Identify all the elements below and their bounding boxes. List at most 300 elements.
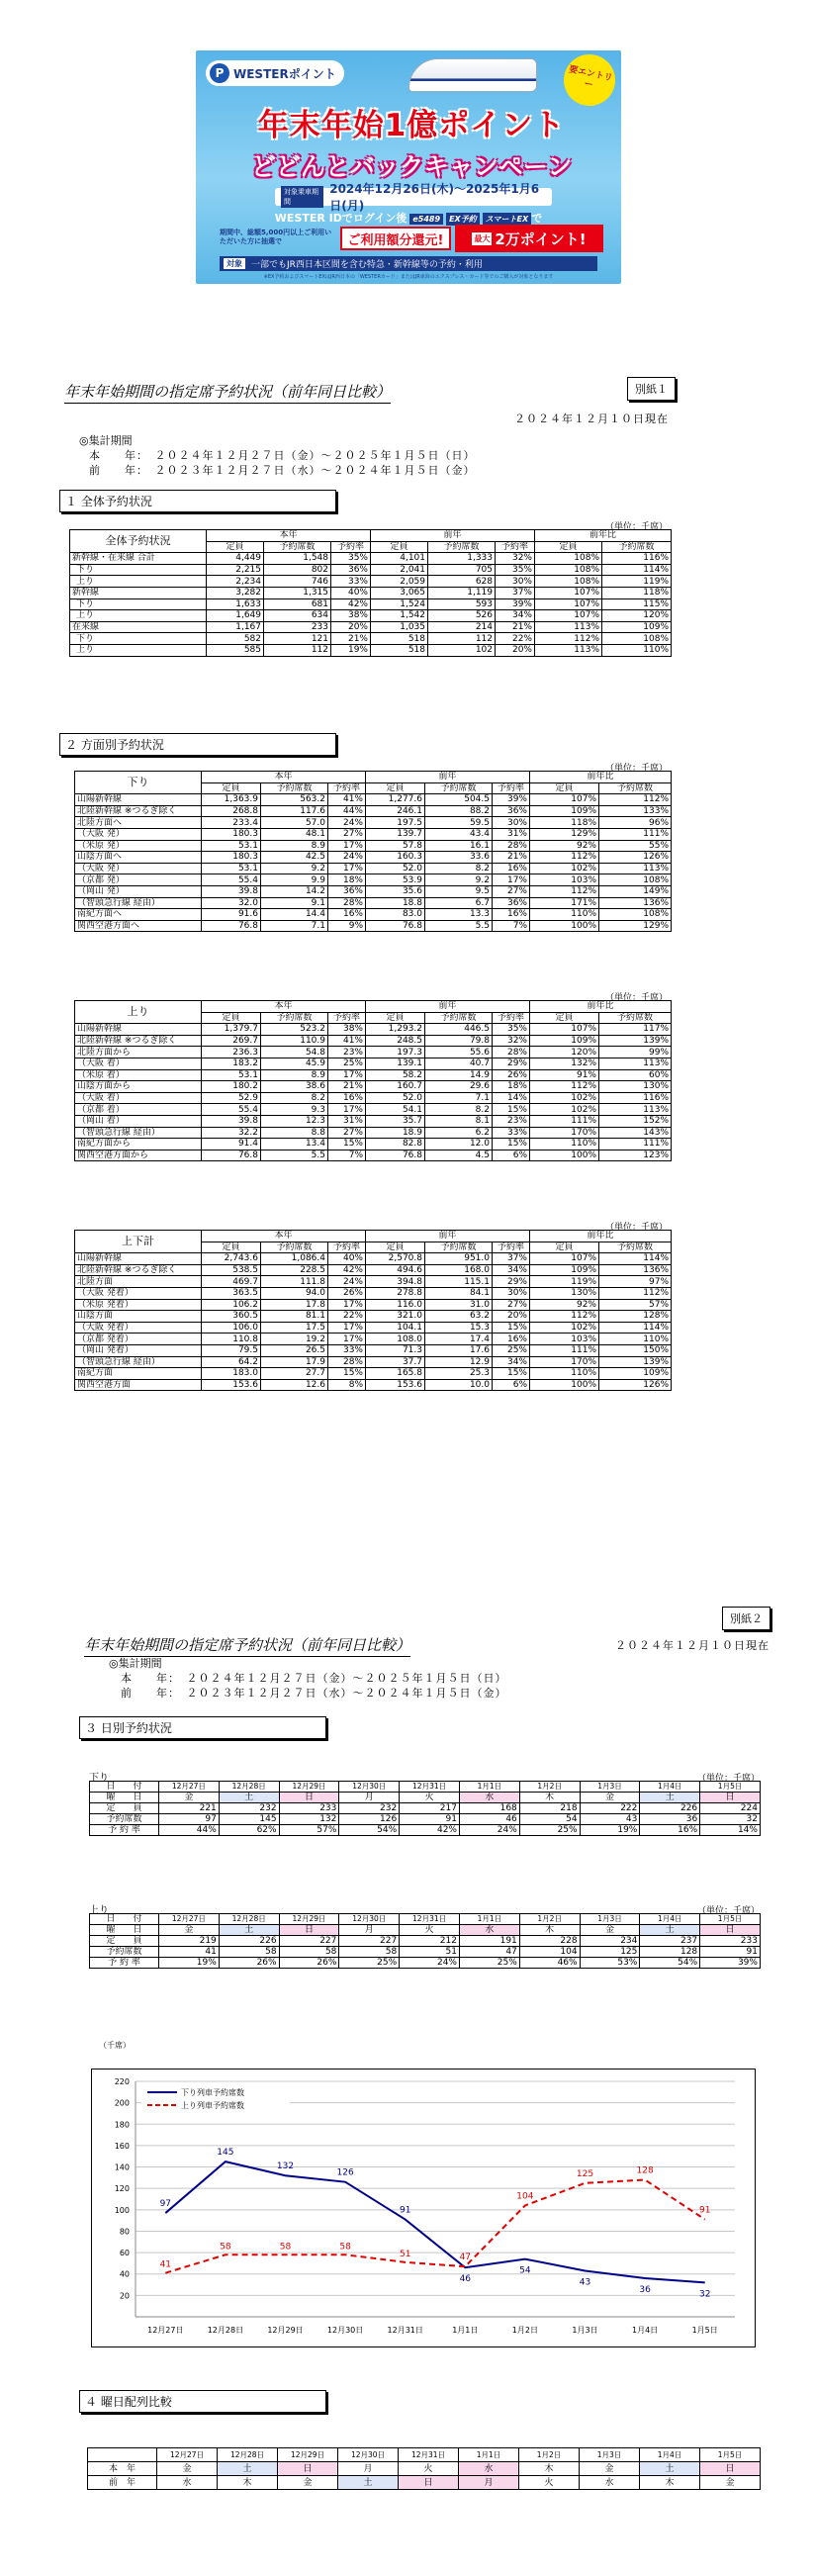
cell-value: 180.3 bbox=[202, 828, 261, 840]
cell-value: 15% bbox=[493, 1322, 530, 1334]
cell-value: 268.8 bbox=[202, 805, 261, 817]
cell-value: 129% bbox=[530, 828, 599, 840]
weekday-cell: 水 bbox=[157, 2476, 218, 2490]
cell-value: 54.8 bbox=[261, 1047, 328, 1058]
cell-value: 12.9 bbox=[425, 1356, 493, 1368]
row-label bbox=[88, 2448, 157, 2462]
cell-value: 21% bbox=[496, 621, 535, 633]
cell-value: 53.1 bbox=[202, 863, 261, 874]
cell-value: 232 bbox=[219, 1803, 279, 1814]
cell-value: 57% bbox=[279, 1825, 339, 1836]
cell-value: 54% bbox=[640, 1958, 700, 1969]
up-label: 上り bbox=[89, 1905, 109, 1916]
cell-value: 17% bbox=[328, 1299, 366, 1311]
period-label: ◎集計期間 bbox=[79, 434, 133, 447]
cell-value: 27% bbox=[493, 1299, 530, 1311]
cell-value: 143% bbox=[599, 1127, 672, 1139]
cell-value: 1,315 bbox=[264, 587, 331, 598]
cell-value: 120% bbox=[602, 610, 672, 622]
cell-value: 18.8 bbox=[366, 897, 425, 909]
cell-value: 10.0 bbox=[425, 1379, 493, 1391]
table-row bbox=[75, 1356, 672, 1368]
cell-value: 634 bbox=[264, 610, 331, 622]
cell-value: 106.0 bbox=[202, 1322, 261, 1334]
cell-value: 118% bbox=[530, 817, 599, 829]
weekday-cell: 日 bbox=[279, 1793, 339, 1803]
cell-value: 58.2 bbox=[366, 1069, 425, 1081]
date-cell: 1月2日 bbox=[519, 1782, 580, 1793]
table-row bbox=[75, 1115, 672, 1127]
down-direction-table bbox=[74, 771, 672, 932]
cell-value: 21% bbox=[493, 852, 530, 864]
y-tick-label: 20 bbox=[119, 2291, 130, 2301]
table-row bbox=[70, 576, 672, 588]
attachment-2-badge: 別紙２ bbox=[722, 1607, 770, 1630]
period-last-year: 前 年： ２０２３年１２月２７日（水）～２０２４年１月５日（金） bbox=[121, 1687, 507, 1700]
cell-value: 585 bbox=[207, 644, 264, 656]
cell-value: 3,065 bbox=[371, 587, 428, 598]
data-label: 58 bbox=[339, 2242, 351, 2253]
weekday-cell: 金 bbox=[159, 1793, 220, 1803]
table-row bbox=[70, 610, 672, 622]
group-header: 前年 bbox=[366, 1001, 530, 1013]
table-row bbox=[88, 2476, 761, 2490]
row-label: 関西空港方面 bbox=[75, 1379, 202, 1391]
table-row bbox=[75, 1287, 672, 1299]
cell-value: 136% bbox=[599, 897, 672, 909]
page1-date: ２０２４年１２月１０日現在 bbox=[514, 413, 669, 425]
unit-label: （単位：千席） bbox=[696, 1906, 760, 1916]
cell-value: 233 bbox=[700, 1936, 761, 1947]
x-tick-label: 1月4日 bbox=[632, 2326, 659, 2335]
column-header: 予約率 bbox=[328, 1012, 366, 1024]
cell-value: 55.4 bbox=[202, 1104, 261, 1116]
cell-value: 15% bbox=[328, 1368, 366, 1380]
chart-y-unit: （千席） bbox=[99, 2041, 131, 2050]
cell-value: 43.4 bbox=[425, 828, 493, 840]
table-row bbox=[90, 1782, 761, 1793]
date-cell: 12月29日 bbox=[279, 1914, 339, 1925]
data-label: 51 bbox=[399, 2249, 411, 2259]
cell-value: 8.1 bbox=[425, 1115, 493, 1127]
cell-value: 130% bbox=[599, 1081, 672, 1093]
cell-value: 30% bbox=[493, 817, 530, 829]
cell-value: 100% bbox=[530, 1150, 599, 1161]
cell-value: 6% bbox=[493, 1150, 530, 1161]
cell-value: 112% bbox=[599, 1287, 672, 1299]
cell-value: 102% bbox=[530, 1104, 599, 1116]
table-row bbox=[90, 1947, 761, 1958]
date-cell: 1月1日 bbox=[459, 1782, 519, 1793]
cell-value: 76.8 bbox=[366, 1150, 425, 1161]
cell-value: 217 bbox=[400, 1803, 460, 1814]
cell-value: 17% bbox=[328, 1322, 366, 1334]
row-label: （智頭急行線 経由） bbox=[75, 897, 202, 909]
date-cell: 1月4日 bbox=[640, 1914, 700, 1925]
cell-value: 360.5 bbox=[202, 1311, 261, 1323]
cell-value: 20% bbox=[331, 621, 371, 633]
cell-value: 168.0 bbox=[425, 1264, 493, 1276]
row-label: （智頭急行線 経由） bbox=[75, 1127, 202, 1139]
page2-date: ２０２４年１２月１０日現在 bbox=[615, 1639, 770, 1652]
cell-value: 42.5 bbox=[261, 852, 328, 864]
cell-value: 18.9 bbox=[366, 1127, 425, 1139]
cell-value: 9% bbox=[328, 920, 366, 932]
p-icon: P bbox=[210, 63, 229, 83]
cell-value: 44% bbox=[159, 1825, 220, 1836]
date-cell: 1月4日 bbox=[640, 2448, 700, 2462]
cell-value: 802 bbox=[264, 564, 331, 576]
table-row bbox=[75, 1139, 672, 1150]
cell-value: 15.3 bbox=[425, 1322, 493, 1334]
campaign-fineprint: ※EX予約およびスマートEXはJR西日本の「WESTERカード」またはJR東海のエクスプレス・カード等でのご購入が対象となります bbox=[263, 274, 554, 280]
cell-value: 518 bbox=[371, 633, 428, 645]
data-label: 132 bbox=[276, 2162, 295, 2172]
cell-value: 111.8 bbox=[261, 1276, 328, 1288]
row-label: 下り bbox=[70, 633, 207, 645]
cell-value: 102% bbox=[530, 1322, 599, 1334]
table-row bbox=[75, 1344, 672, 1356]
cell-value: 52.0 bbox=[366, 1092, 425, 1104]
table-row bbox=[75, 1276, 672, 1288]
cell-value: 126 bbox=[339, 1814, 400, 1825]
cell-value: 111% bbox=[599, 828, 672, 840]
row-label: 新幹線・在来線 合計 bbox=[70, 553, 207, 565]
cell-value: 681 bbox=[264, 598, 331, 610]
shinkansen-train-image bbox=[408, 58, 537, 92]
table-row bbox=[75, 1047, 672, 1058]
cell-value: 248.5 bbox=[366, 1035, 425, 1047]
cell-value: 110% bbox=[530, 909, 599, 921]
cell-value: 9.9 bbox=[261, 874, 328, 886]
column-header: 予約席数 bbox=[425, 1242, 493, 1253]
cell-value: 518 bbox=[371, 644, 428, 656]
cell-value: 19% bbox=[331, 644, 371, 656]
cell-value: 114% bbox=[602, 564, 672, 576]
cell-value: 102% bbox=[530, 1092, 599, 1104]
cell-value: 15% bbox=[493, 1139, 530, 1150]
cell-value: 16% bbox=[493, 1334, 530, 1345]
data-label: 91 bbox=[399, 2205, 411, 2216]
cell-value: 17% bbox=[328, 1069, 366, 1081]
cell-value: 55% bbox=[599, 840, 672, 852]
cell-value: 60% bbox=[599, 1069, 672, 1081]
row-label: （大阪 発着） bbox=[75, 1322, 202, 1334]
cell-value: 2,234 bbox=[207, 576, 264, 588]
date-cell: 1月1日 bbox=[459, 2448, 519, 2462]
column-header: 予約率 bbox=[331, 541, 371, 553]
period-last-year: 前 年： ２０２３年１２月２７日（水）～２０２４年１月５日（金） bbox=[89, 464, 476, 477]
cell-value: 153.6 bbox=[366, 1379, 425, 1391]
cell-value: 41% bbox=[328, 794, 366, 806]
weekday-cell: 水 bbox=[459, 1925, 519, 1936]
group-header: 本年 bbox=[207, 530, 371, 542]
cell-value: 197.3 bbox=[366, 1047, 425, 1058]
cell-value: 4,449 bbox=[207, 553, 264, 565]
column-header: 定員 bbox=[530, 1242, 599, 1253]
cell-value: 232 bbox=[339, 1803, 400, 1814]
data-label: 125 bbox=[576, 2168, 594, 2179]
total-direction-table bbox=[74, 1230, 672, 1391]
cell-value: 32 bbox=[700, 1814, 761, 1825]
column-header: 予約席数 bbox=[264, 541, 331, 553]
cell-value: 92% bbox=[530, 1299, 599, 1311]
date-cell: 12月30日 bbox=[339, 1914, 400, 1925]
cell-value: 15% bbox=[493, 1368, 530, 1380]
cell-value: 170% bbox=[530, 1127, 599, 1139]
row-label: 日 付 bbox=[90, 1782, 159, 1793]
cell-value: 94.0 bbox=[261, 1287, 328, 1299]
table-body bbox=[75, 1024, 672, 1161]
cell-value: 128% bbox=[599, 1311, 672, 1323]
cell-value: 1,524 bbox=[371, 598, 428, 610]
cell-value: 9.1 bbox=[261, 897, 328, 909]
row-label: 予 約 率 bbox=[90, 1825, 159, 1836]
table-row bbox=[70, 553, 672, 565]
cell-value: 32.0 bbox=[202, 897, 261, 909]
y-tick-label: 180 bbox=[114, 2120, 130, 2130]
cell-value: 28% bbox=[493, 1047, 530, 1058]
y-tick-label: 40 bbox=[119, 2269, 130, 2279]
cell-value: 108% bbox=[535, 564, 602, 576]
cell-value: 119% bbox=[602, 576, 672, 588]
cell-value: 1,649 bbox=[207, 610, 264, 622]
cell-value: 228.5 bbox=[261, 1264, 328, 1276]
cell-value: 132 bbox=[279, 1814, 339, 1825]
cell-value: 126% bbox=[599, 852, 672, 864]
cell-value: 126% bbox=[599, 1379, 672, 1391]
login-instruction: WESTER IDでログイン後 e5489 EX予約 スマートEX で bbox=[274, 212, 543, 225]
cell-value: 16% bbox=[493, 863, 530, 874]
cell-value: 39% bbox=[493, 794, 530, 806]
table-row bbox=[75, 1322, 672, 1334]
campaign-banner[interactable] bbox=[196, 50, 621, 284]
cell-value: 14.2 bbox=[261, 885, 328, 897]
cell-value: 121 bbox=[264, 633, 331, 645]
cell-value: 129% bbox=[599, 920, 672, 932]
cell-value: 26% bbox=[219, 1958, 279, 1969]
cell-value: 214 bbox=[428, 621, 496, 633]
weekday-cell: 月 bbox=[339, 1925, 400, 1936]
weekday-cell: 土 bbox=[640, 2462, 700, 2476]
row-label: 関西空港方面から bbox=[75, 1150, 202, 1161]
column-header: 予約席数 bbox=[425, 782, 493, 794]
row-label: 北陸新幹線 ※つるぎ除く bbox=[75, 805, 202, 817]
data-label: 46 bbox=[459, 2274, 472, 2285]
column-header: 予約席数 bbox=[261, 782, 328, 794]
down-label: 下り bbox=[89, 1773, 109, 1784]
cell-value: 26% bbox=[328, 1287, 366, 1299]
weekday-cell: 金 bbox=[157, 2462, 218, 2476]
cell-value: 113% bbox=[599, 863, 672, 874]
table-row bbox=[90, 1793, 761, 1803]
cell-value: 582 bbox=[207, 633, 264, 645]
cell-value: 109% bbox=[530, 1264, 599, 1276]
x-tick-label: 1月3日 bbox=[572, 2326, 598, 2335]
period-this-year: 本 年： ２０２４年１２月２７日（金）～２０２５年１月５日（日） bbox=[121, 1672, 507, 1685]
cell-value: 14% bbox=[700, 1825, 761, 1836]
cell-value: 59.5 bbox=[425, 817, 493, 829]
column-header: 予約席数 bbox=[428, 541, 496, 553]
weekday-cell: 土 bbox=[640, 1793, 700, 1803]
cell-value: 25% bbox=[328, 1058, 366, 1069]
cell-value: 15% bbox=[493, 1104, 530, 1116]
cell-value: 112% bbox=[530, 1311, 599, 1323]
cell-value: 108% bbox=[599, 874, 672, 886]
y-tick-label: 200 bbox=[114, 2098, 130, 2108]
cell-value: 4.5 bbox=[425, 1150, 493, 1161]
cell-value: 53.9 bbox=[366, 874, 425, 886]
row-label: （大阪 発） bbox=[75, 863, 202, 874]
cell-value: 123% bbox=[599, 1150, 672, 1161]
cell-value: 38% bbox=[328, 1024, 366, 1036]
cell-value: 40% bbox=[328, 1253, 366, 1265]
group-header: 前年比 bbox=[530, 772, 672, 783]
cell-value: 13.3 bbox=[425, 909, 493, 921]
wester-point-logo: P WESTERポイント bbox=[206, 60, 344, 86]
cell-value: 25% bbox=[519, 1825, 580, 1836]
x-tick-label: 1月5日 bbox=[691, 2326, 718, 2335]
row-label: （大阪 発着） bbox=[75, 1287, 202, 1299]
data-label: 36 bbox=[639, 2285, 651, 2296]
cell-value: 145 bbox=[219, 1814, 279, 1825]
cell-value: 62% bbox=[219, 1825, 279, 1836]
cell-value: 35% bbox=[331, 553, 371, 565]
cell-value: 96% bbox=[599, 817, 672, 829]
table-row bbox=[75, 1311, 672, 1323]
cell-value: 19% bbox=[580, 1825, 640, 1836]
table-row bbox=[90, 1958, 761, 1969]
table-row bbox=[75, 1092, 672, 1104]
table-row bbox=[70, 598, 672, 610]
cell-value: 24% bbox=[328, 817, 366, 829]
cell-value: 23% bbox=[493, 1115, 530, 1127]
cell-value: 222 bbox=[580, 1803, 640, 1814]
row-label: 予 約 率 bbox=[90, 1958, 159, 1969]
cell-value: 108% bbox=[602, 633, 672, 645]
y-tick-label: 120 bbox=[114, 2184, 130, 2194]
date-cell: 12月27日 bbox=[157, 2448, 218, 2462]
table-corner: 上り bbox=[75, 1001, 202, 1024]
cell-value: 18% bbox=[493, 1081, 530, 1093]
cell-value: 526 bbox=[428, 610, 496, 622]
column-header: 予約席数 bbox=[599, 782, 672, 794]
row-label: （智頭急行線 経由） bbox=[75, 1356, 202, 1368]
cell-value: 14% bbox=[493, 1092, 530, 1104]
cell-value: 31% bbox=[493, 828, 530, 840]
cell-value: 114% bbox=[599, 1322, 672, 1334]
campaign-headline: 年末年始1億ポイント bbox=[257, 108, 566, 143]
cell-value: 139% bbox=[599, 1035, 672, 1047]
cell-value: 37.7 bbox=[366, 1356, 425, 1368]
y-tick-label: 80 bbox=[119, 2227, 130, 2237]
column-header: 定員 bbox=[207, 541, 264, 553]
column-header: 予約率 bbox=[496, 541, 535, 553]
table-row bbox=[75, 1104, 672, 1116]
cell-value: 132% bbox=[530, 1058, 599, 1069]
cell-value: 41 bbox=[159, 1947, 220, 1958]
table-row bbox=[90, 1936, 761, 1947]
column-header: 定員 bbox=[366, 782, 425, 794]
cell-value: 180.2 bbox=[202, 1081, 261, 1093]
cell-value: 1,633 bbox=[207, 598, 264, 610]
cell-value: 1,119 bbox=[428, 587, 496, 598]
y-tick-label: 60 bbox=[119, 2249, 130, 2258]
cell-value: 21% bbox=[328, 1081, 366, 1093]
cell-value: 28% bbox=[493, 840, 530, 852]
cell-value: 34% bbox=[496, 610, 535, 622]
up-direction-table bbox=[74, 1000, 672, 1161]
cell-value: 12.3 bbox=[261, 1115, 328, 1127]
table-body bbox=[70, 553, 672, 656]
row-label: 山陽新幹線 bbox=[75, 794, 202, 806]
cell-value: 20% bbox=[493, 1311, 530, 1323]
cell-value: 55.6 bbox=[425, 1047, 493, 1058]
cell-value: 133% bbox=[599, 805, 672, 817]
table-row bbox=[75, 1299, 672, 1311]
row-label: 南紀方面から bbox=[75, 1139, 202, 1150]
date-cell: 1月3日 bbox=[580, 1782, 640, 1793]
table-corner: 上下計 bbox=[75, 1231, 202, 1253]
cell-value: 36 bbox=[640, 1814, 700, 1825]
cell-value: 1,363.9 bbox=[202, 794, 261, 806]
weekday-cell: 土 bbox=[338, 2476, 399, 2490]
cell-value: 110.8 bbox=[202, 1334, 261, 1345]
cell-value: 108% bbox=[535, 553, 602, 565]
campaign-subheadline: どどんとバックキャンペーン bbox=[250, 152, 573, 181]
cell-value: 6.2 bbox=[425, 1127, 493, 1139]
table-row bbox=[90, 1825, 761, 1836]
cell-value: 165.8 bbox=[366, 1368, 425, 1380]
cell-value: 91.4 bbox=[202, 1139, 261, 1150]
row-label: （大阪 着） bbox=[75, 1092, 202, 1104]
row-label: 上り bbox=[70, 576, 207, 588]
y-tick-label: 140 bbox=[114, 2162, 130, 2172]
cell-value: 58 bbox=[219, 1947, 279, 1958]
cell-value: 233 bbox=[264, 621, 331, 633]
cell-value: 25% bbox=[339, 1958, 400, 1969]
row-label: 北陸方面から bbox=[75, 1047, 202, 1058]
cell-value: 19.2 bbox=[261, 1334, 328, 1345]
table-row bbox=[75, 1058, 672, 1069]
weekday-cell: 日 bbox=[700, 1793, 761, 1803]
row-label: （京都 着） bbox=[75, 1104, 202, 1116]
cell-value: 111% bbox=[530, 1344, 599, 1356]
row-label: 新幹線 bbox=[70, 587, 207, 598]
row-label: 山陰方面 bbox=[75, 1311, 202, 1323]
cell-value: 109% bbox=[530, 1035, 599, 1047]
date-cell: 1月3日 bbox=[580, 2448, 640, 2462]
cell-value: 469.7 bbox=[202, 1276, 261, 1288]
table-row bbox=[75, 1024, 672, 1036]
column-header: 定員 bbox=[530, 1012, 599, 1024]
weekday-cell: 火 bbox=[400, 1793, 460, 1803]
row-label: （京都 発） bbox=[75, 874, 202, 886]
row-label: 北陸方面 bbox=[75, 1276, 202, 1288]
weekday-cell: 木 bbox=[640, 2476, 700, 2490]
cell-value: 593 bbox=[428, 598, 496, 610]
table-row bbox=[75, 874, 672, 886]
series-line-up bbox=[165, 2180, 704, 2273]
cell-value: 363.5 bbox=[202, 1287, 261, 1299]
data-label: 145 bbox=[217, 2148, 234, 2159]
cell-value: 108% bbox=[599, 909, 672, 921]
cell-value: 221 bbox=[159, 1803, 220, 1814]
row-label: 本 年 bbox=[88, 2462, 157, 2476]
cell-value: 218 bbox=[519, 1803, 580, 1814]
unit-label: （単位：千席） bbox=[696, 1774, 760, 1784]
y-tick-label: 160 bbox=[114, 2141, 130, 2151]
